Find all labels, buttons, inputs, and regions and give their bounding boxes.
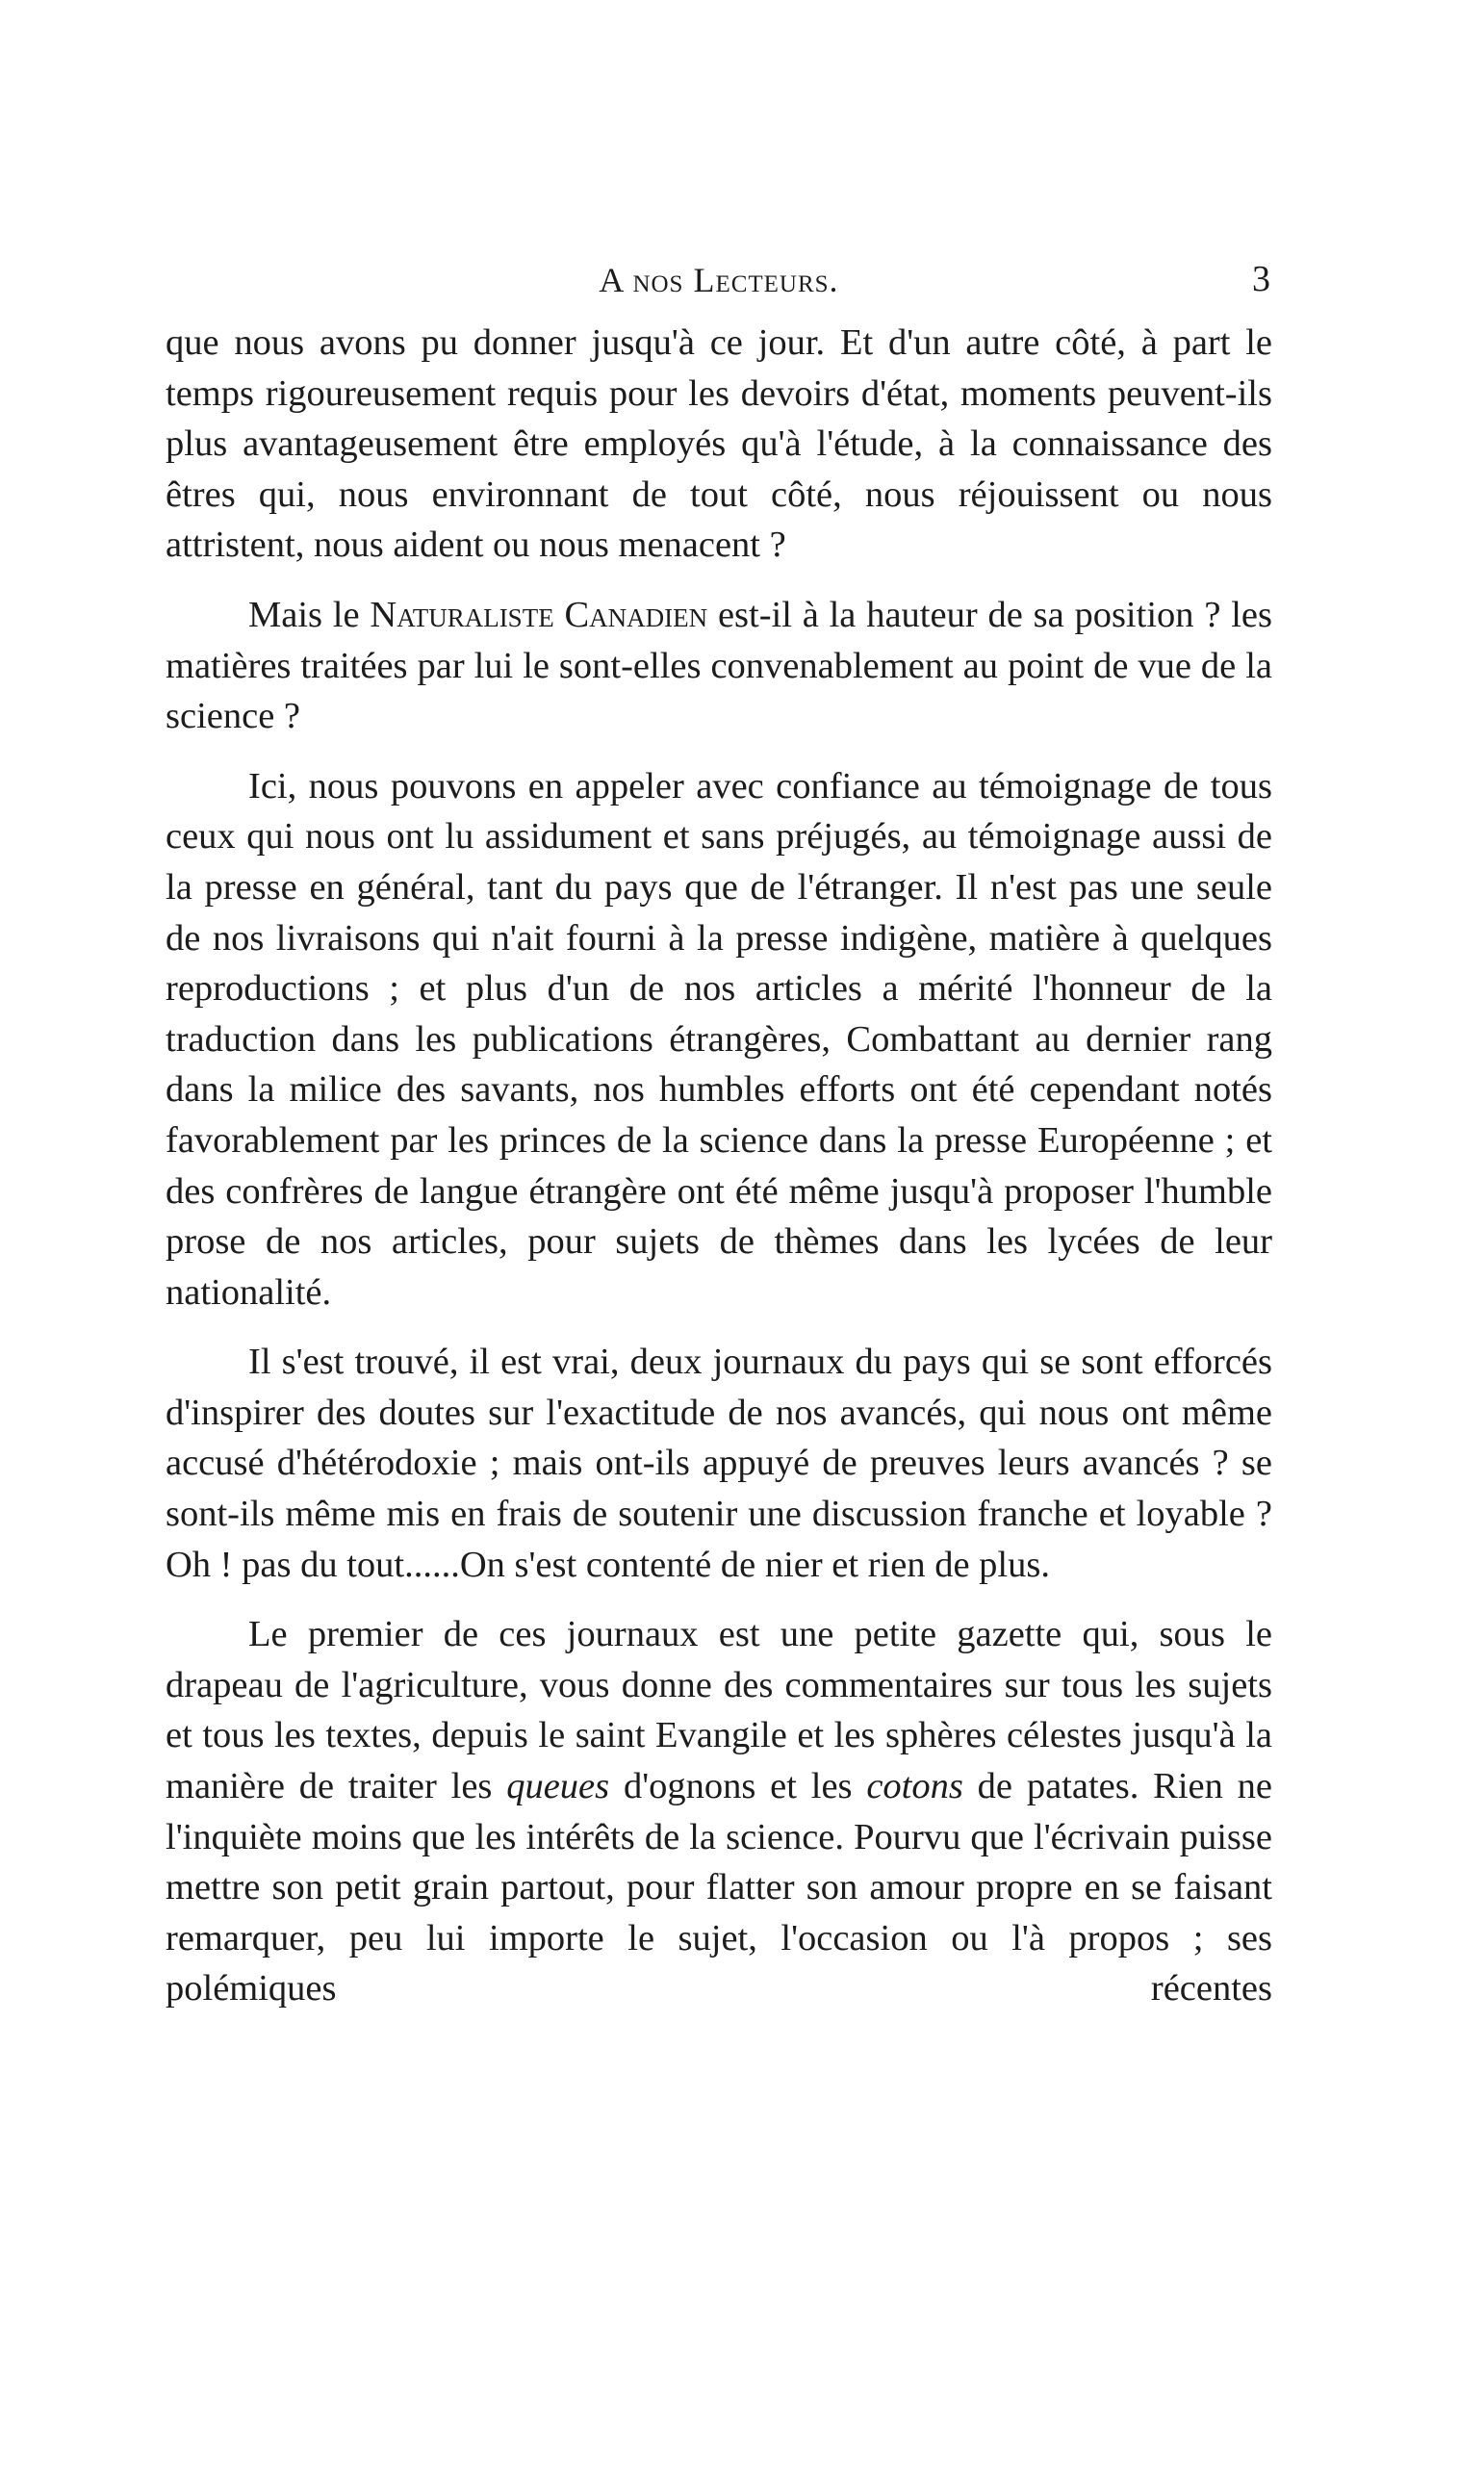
paragraph: Ici, nous pouvons en appeler avec confiance au témoignage de tous ceux qui nous ont lu assidument et sans préjugés, au témoignage aussi de la presse en général, tant du pays que de l'étranger. Il n'est pas une seule de nos livraisons qui n'ait fourni à la presse indigène, matière à quelques reproductions ; et plus d'un de nos articles a mérité l'honneur de la traduction dans les publications étrangères, Combattant au dernier rang dans la milice des savants, nos humbles efforts ont été cependant notés favorablement par les princes de la science dans la presse Européenne ; et des confrères de langue étrangère ont été même jusqu'à proposer l'humble prose de nos articles, pour sujets de thèmes dans les lycées de leur nationalité. [166,765,1272,1313]
paragraph-text: Le premier de ces journaux est une petite gazette qui, sous le drapeau de l'agriculture, vous donne des commentaires sur tous les sujets et tous les textes, depuis le saint Evangile et les sphères célestes jusqu'à la manière de traiter les [166,1614,1272,1807]
paragraph: Il s'est trouvé, il est vrai, deux journaux du pays qui se sont efforcés d'inspirer des doutes sur l'exactitude de nos avancés, qui nous ont même accusé d'hétérodoxie ; mais ont-ils appuyé de preuves leurs avancés ? se sont-ils même mis en frais de soutenir une discussion franche et loyable ? Oh ! pas du tout......On s'est contenté de nier et rien de plus. [166,1342,1272,1585]
running-head [166,252,1272,310]
italic-word: queues [506,1766,610,1807]
paragraph-text: Mais le [248,594,371,635]
paragraph-text: d'ognons et les [609,1766,867,1807]
paragraph-text: est-il à la hauteur de sa position ? les matières traitées par lui le sont-elles convenablement au point de vue de la science ? [166,594,1272,737]
paragraph [166,590,1272,742]
running-title-rest: nos Lecteurs. [632,261,839,299]
paragraph [166,1609,1272,2014]
italic-word: cotons [866,1766,963,1807]
running-title-initial: A [599,261,624,299]
running-title [166,260,1272,300]
paragraph: que nous avons pu donner jusqu'à ce jour. Et d'un autre côté, à part le temps rigoureusement requis pour les devoirs d'état, moments peuvent-ils plus avantageusement être employés qu'à l'étude, à la connaissance des êtres qui, nous environnant de tout côté, nous réjouissent ou nous attristent, nous aident ou nous menacent ? [166,322,1272,566]
book-page [166,252,1272,2014]
body-text [166,318,1272,2014]
paragraph-text: de patates. Rien ne l'inquiète moins que les intérêts de la science. Pourvu que l'écrivain puisse mettre son petit grain partout, pour flatter son amour propre en se faisant remarquer, peu lui importe le sujet, l'occasion ou l'à propos ; ses polémiques récentes [166,1766,1272,2009]
page-number: 3 [1252,259,1270,299]
journal-name: Naturaliste Canadien [370,594,708,635]
